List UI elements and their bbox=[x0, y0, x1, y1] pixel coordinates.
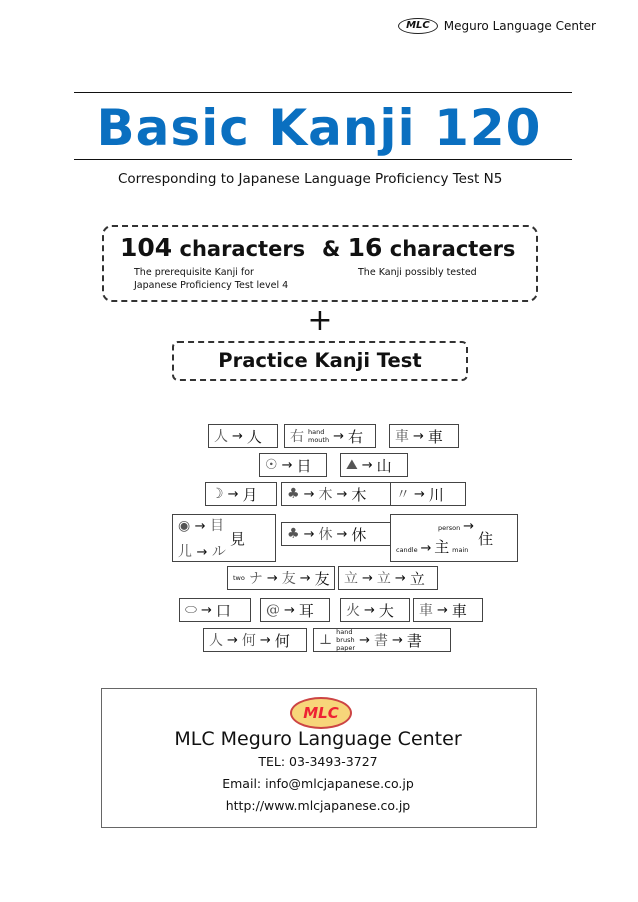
kanji-example-write bbox=[313, 628, 451, 652]
arrow-icon: → bbox=[336, 526, 348, 542]
kanji-example-tree bbox=[281, 482, 391, 506]
kanji: 右 bbox=[348, 427, 364, 446]
pictograph-icon: ☽ bbox=[211, 486, 224, 502]
kanji-example-mountain bbox=[340, 453, 408, 477]
legs-icon: ⼉ bbox=[178, 544, 192, 560]
arrow-icon: → bbox=[281, 457, 293, 473]
plus-sign: + bbox=[307, 303, 333, 338]
eye-icon: ◉ bbox=[178, 518, 191, 534]
pictograph-icon: ⼈ bbox=[209, 633, 223, 649]
pictograph-icon: ⛰ bbox=[346, 457, 358, 473]
kanji-example-see bbox=[172, 514, 276, 562]
page-title: Basic Kanji 120 bbox=[96, 99, 542, 157]
arrow-icon: → bbox=[414, 486, 425, 502]
arrow-icon: → bbox=[361, 457, 373, 473]
kanji: 書 bbox=[406, 631, 422, 650]
arrow-icon: → bbox=[303, 486, 315, 502]
pictograph-icon: 〃 bbox=[396, 487, 410, 503]
kanji-example-friend bbox=[227, 566, 335, 590]
pictograph-icon: ⼈ bbox=[214, 429, 228, 445]
intermediate-glyph: 立 bbox=[376, 571, 391, 587]
arrow-icon: → bbox=[394, 570, 406, 586]
prerequisite-label: characters bbox=[179, 237, 306, 261]
kanji: 川 bbox=[428, 485, 444, 504]
kanji: 口 bbox=[215, 601, 231, 620]
prerequisite-number: 104 bbox=[120, 233, 173, 262]
title-rule-bottom bbox=[74, 159, 572, 160]
arrow-icon: → bbox=[303, 526, 315, 542]
arrow-icon: → bbox=[266, 570, 278, 586]
page-subtitle: Corresponding to Japanese Language Proficiency Test N5 bbox=[118, 171, 503, 187]
intermediate-glyph: 何 bbox=[241, 633, 256, 649]
pictograph-icon: @ bbox=[266, 602, 280, 618]
arrow-icon: → bbox=[200, 602, 212, 618]
intermediate-glyph: 友 bbox=[281, 571, 296, 587]
pictograph-icon: ⽕ bbox=[346, 603, 360, 619]
brush-icon: ⊥ bbox=[319, 632, 333, 648]
pictograph-icon: ナ bbox=[248, 571, 263, 587]
kanji-example-sun bbox=[259, 453, 327, 477]
kanji: 何 bbox=[274, 631, 290, 650]
contact-url[interactable]: http://www.mlcjapanese.co.jp bbox=[225, 798, 411, 813]
kanji: 月 bbox=[242, 485, 258, 504]
hint-label: hand mouth bbox=[308, 428, 330, 444]
intermediate-glyph: 書 bbox=[374, 633, 388, 649]
arrow-icon: → bbox=[259, 632, 271, 648]
kanji-example-right bbox=[284, 424, 376, 448]
arrow-icon: → bbox=[392, 632, 403, 648]
possible-count bbox=[322, 233, 516, 262]
arrow-icon: → bbox=[232, 428, 243, 444]
prerequisite-note bbox=[134, 266, 288, 292]
kanji: 耳 bbox=[298, 601, 314, 620]
live-components: person → candle → 主 main bbox=[396, 519, 475, 556]
kanji: 友 bbox=[314, 569, 330, 588]
kanji-example-river bbox=[390, 482, 466, 506]
kanji-example-mouth bbox=[179, 598, 251, 622]
kanji: 住 bbox=[478, 529, 494, 548]
intermediate-glyph: 木 bbox=[318, 487, 333, 503]
kanji-example-what bbox=[203, 628, 307, 652]
arrow-icon: → bbox=[299, 570, 311, 586]
arrow-icon: → bbox=[362, 570, 373, 586]
kanji-example-stand bbox=[338, 566, 438, 590]
prerequisite-note-line1: The prerequisite Kanji for bbox=[134, 267, 254, 278]
arrow-icon: → bbox=[437, 602, 448, 618]
title-rule-top bbox=[74, 92, 572, 93]
header-org-name: Meguro Language Center bbox=[443, 19, 596, 33]
pictograph-icon: ♣ bbox=[287, 526, 300, 542]
kanji-example-car bbox=[389, 424, 459, 448]
kanji: 立 bbox=[409, 569, 425, 588]
prerequisite-count bbox=[120, 233, 306, 262]
pictograph-icon: 車 bbox=[395, 429, 409, 445]
arrow-icon: → bbox=[364, 602, 375, 618]
possible-label: characters bbox=[389, 237, 516, 261]
kanji-example-moon bbox=[205, 482, 277, 506]
intermediate-glyph: 休 bbox=[318, 527, 333, 543]
hint-label: hand brush paper bbox=[336, 628, 356, 652]
contact-name: MLC Meguro Language Center bbox=[174, 728, 462, 750]
practice-test-label: Practice Kanji Test bbox=[172, 341, 468, 381]
pictograph-icon: 車 bbox=[419, 603, 433, 619]
kanji: 人 bbox=[246, 427, 262, 446]
kanji: 木 bbox=[351, 485, 367, 504]
header-org bbox=[398, 18, 596, 34]
kanji-example-car-2 bbox=[413, 598, 483, 622]
kanji: 日 bbox=[296, 456, 312, 475]
arrow-icon: → bbox=[359, 632, 370, 648]
kanji: 見 bbox=[229, 529, 245, 548]
kanji: 休 bbox=[351, 525, 367, 544]
kanji: 車 bbox=[451, 601, 467, 620]
mlc-logo: MLC bbox=[398, 18, 438, 34]
pictograph-icon: ♣ bbox=[287, 486, 300, 502]
contact-email[interactable]: Email: info@mlcjapanese.co.jp bbox=[222, 776, 414, 791]
kanji: 山 bbox=[376, 456, 392, 475]
kanji-example-live bbox=[390, 514, 518, 562]
pictograph-icon: ⬭ bbox=[185, 602, 197, 618]
ampersand: & bbox=[322, 237, 341, 261]
kanji-example-ear bbox=[260, 598, 330, 622]
possible-number: 16 bbox=[347, 233, 383, 262]
arrow-icon: → bbox=[227, 486, 239, 502]
arrow-icon: → bbox=[413, 428, 424, 444]
kanji: 車 bbox=[427, 427, 443, 446]
possible-note: The Kanji possibly tested bbox=[358, 267, 477, 278]
arrow-icon: → bbox=[227, 632, 238, 648]
kanji: 大 bbox=[378, 601, 394, 620]
see-components: ◉ → 目 ⼉ → ル bbox=[178, 518, 226, 560]
kanji-example-person bbox=[208, 424, 278, 448]
pictograph-icon: ⽴ bbox=[344, 571, 358, 587]
prerequisite-note-line2: Japanese Proficiency Test level 4 bbox=[134, 280, 289, 291]
pictograph-icon: ☉ bbox=[265, 457, 278, 473]
pictograph-icon: 右 bbox=[290, 429, 304, 445]
arrow-icon: → bbox=[284, 602, 295, 618]
mlc-logo: MLC bbox=[290, 697, 352, 729]
contact-tel: TEL: 03-3493-3727 bbox=[258, 754, 378, 769]
kanji-example-big bbox=[340, 598, 410, 622]
hint-label: two bbox=[233, 574, 245, 582]
arrow-icon: → bbox=[333, 428, 345, 444]
kanji-example-rest bbox=[281, 522, 391, 546]
arrow-icon: → bbox=[336, 486, 348, 502]
